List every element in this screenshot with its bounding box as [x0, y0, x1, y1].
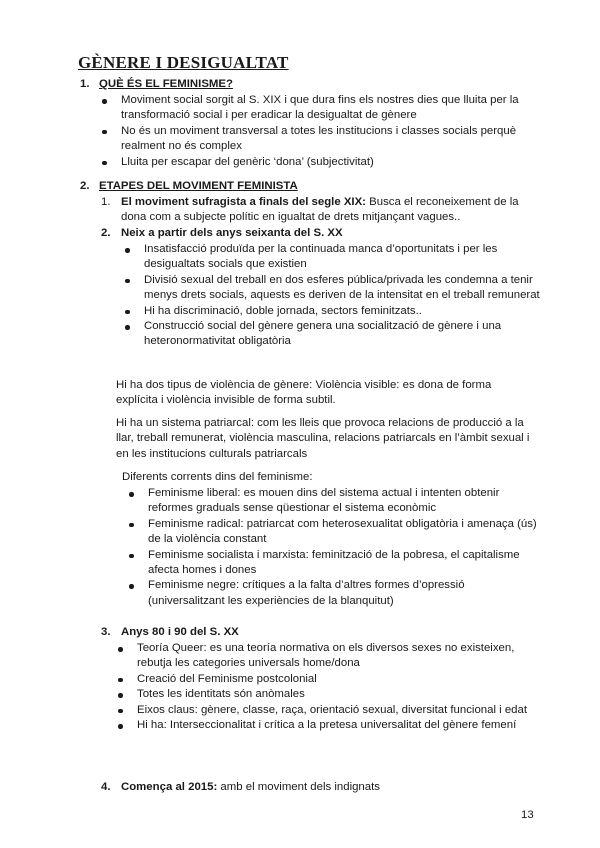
list-item-text: No és un moviment transversal a totes les institucions i classes socials perquè realment no és complex: [121, 124, 517, 153]
stage-4-number: 4.: [101, 781, 111, 793]
bullet-icon: [118, 693, 123, 698]
list-item-text: Eixos claus: gènere, classe, raça, orientació sexual, diversitat funcional i edat: [137, 703, 528, 716]
list-item: [121, 124, 541, 155]
stage-4: [101, 780, 541, 795]
patriarchy-paragraph: Hi ha un sistema patriarcal: com les lleis que provoca relacions de producció a la llar, treball remunerat, violència masculina, relacions patriarcals en l’àmbit sexual i en les institucions culturals patriarcals: [116, 417, 530, 460]
bullet-icon: [102, 161, 107, 166]
stage-4-text: amb el moviment dels indignats: [217, 781, 380, 793]
list-item: [121, 93, 541, 124]
bullet-icon: [118, 647, 123, 652]
bullet-icon: [118, 678, 123, 683]
list-item-text: Hi ha discriminació, doble jornada, sectors feminitzats..: [144, 304, 422, 317]
section-2-heading: [80, 179, 298, 194]
stage-4-title: Comença al 2015:: [121, 781, 218, 793]
stage-1-number: 1.: [101, 196, 111, 208]
list-item-text: Teoría Queer: es una teoría normativa on els diversos sexes no existeixen, rebutja les categories universals home/dona: [137, 642, 515, 670]
bullet-icon: [102, 99, 107, 104]
list-item-text: Lluita per escapar del genèric ‘dona’ (subjectivitat): [121, 155, 374, 168]
stage-2-title: Neix a partir dels anys seixanta del S. XX: [121, 227, 343, 239]
list-item-text: Moviment social sorgit al S. XIX i que dura fins els nostres dies que lluita per la transformació social i per eradicar la desigualtat de gènere: [121, 94, 519, 122]
stage-2-list: [144, 242, 544, 350]
bullet-icon: [129, 554, 134, 559]
section-1-list: [121, 93, 541, 170]
list-item-text: Feminisme liberal: es mouen dins del sistema actual i intenten obtenir reformes graduals sense qüestionar el sistema econòmic: [148, 487, 500, 515]
bullet-icon: [102, 130, 107, 135]
list-item-text: Totes les identitats són anòmales: [137, 688, 305, 701]
bullet-icon: [125, 279, 130, 284]
bullet-icon: [129, 523, 134, 528]
list-item-text: Feminisme radical: patriarcat com heterosexualitat obligatòria i amenaça (ús) de la violència constant: [148, 517, 537, 546]
stage-3: [101, 625, 541, 640]
currents-intro: Diferents corrents dins del feminisme:: [122, 471, 313, 483]
list-item: [137, 703, 532, 718]
list-item: [137, 672, 532, 687]
stage-3-number: 3.: [101, 626, 111, 638]
bullet-icon: [125, 325, 130, 330]
bullet-icon: [125, 248, 130, 253]
bullet-icon: [118, 724, 123, 729]
stage-1-text: Busca el reconeixement de la dona com a subjecte polític en igualtat de drets mitjançant vagues..: [121, 196, 519, 224]
page-number: 13: [521, 809, 534, 821]
list-item-text: Hi ha: Interseccionalitat i crítica a la pretesa universalitat del gènere femení: [137, 719, 517, 732]
bullet-icon: [118, 709, 123, 714]
list-item: [121, 155, 541, 170]
list-item-text: Feminisme negre: crítiques a la falta d’altres formes d’opressió (universalitzant les experiències de la blanquitut): [148, 579, 465, 607]
list-item: [137, 718, 532, 733]
currents-list: [148, 486, 538, 609]
section-1-title: QUÈ ÉS EL FEMINISME?: [99, 78, 233, 90]
list-item: [144, 242, 544, 273]
stage-3-title: Anys 80 i 90 del S. XX: [121, 626, 239, 638]
stage-2: [101, 226, 541, 241]
section-2-number: 2.: [80, 180, 90, 192]
bullet-icon: [129, 492, 134, 497]
section-1-heading: [80, 77, 233, 92]
section-2-title: ETAPES DEL MOVIMENT FEMINISTA: [99, 180, 298, 192]
list-item: [144, 273, 544, 304]
bullet-icon: [129, 584, 134, 589]
bullet-icon: [125, 310, 130, 315]
list-item: [148, 548, 538, 579]
list-item: [137, 641, 532, 672]
page-title: GÈNERE I DESIGUALTAT: [78, 53, 289, 72]
list-item: [148, 578, 538, 609]
stage-1-title: El moviment sufragista a finals del segle XIX:: [121, 196, 366, 208]
list-item-text: Feminisme socialista i marxista: feminització de la pobresa, el capitalisme afecta homes i dones: [148, 548, 520, 577]
list-item: [148, 486, 538, 517]
list-item: [144, 319, 544, 350]
list-item: [148, 517, 538, 548]
violence-paragraph: Hi ha dos tipus de violència de gènere: Violència visible: es dona de forma explícita i violència invisible de forma subtil.: [116, 379, 492, 407]
list-item-text: Divisió sexual del treball en dos esferes pública/privada les condemna a tenir menys drets socials, aquests es deriven de la intensitat en el treball remunerat: [144, 273, 540, 302]
stage-3-list: [137, 641, 532, 733]
list-item: [144, 304, 544, 319]
list-item-text: Insatisfacció produïda per la continuada manca d’oportunitats i per les desigualtats socials que existien: [144, 243, 498, 271]
section-1-number: 1.: [80, 78, 90, 90]
list-item: [137, 687, 532, 702]
list-item-text: Construcció social del gènere genera una socialització de gènere i una heteronormativitat obligatòria: [144, 320, 502, 348]
stage-2-number: 2.: [101, 227, 111, 239]
list-item-text: Creació del Feminisme postcolonial: [137, 672, 317, 685]
stage-1: [101, 195, 543, 226]
